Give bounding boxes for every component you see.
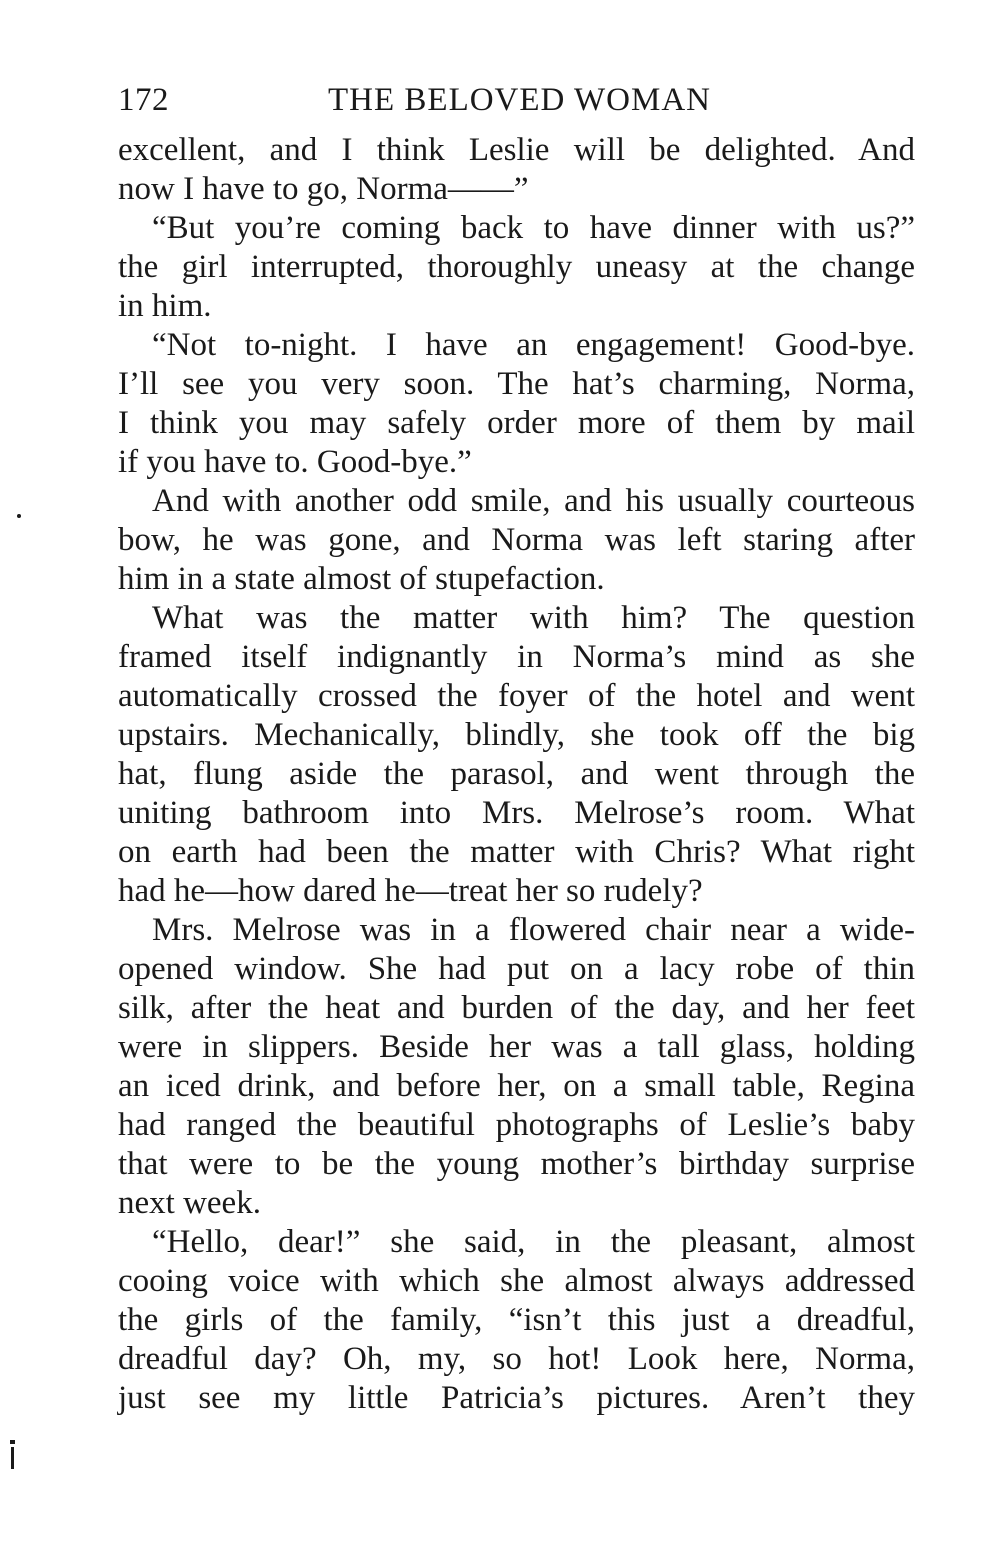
scan-mark-dot (10, 1440, 15, 1444)
text-line: if you have to. Good-bye.” (118, 444, 472, 480)
text-line: were in slippers. Beside her was a tall glass, holding (118, 1029, 915, 1065)
text-line: I’ll see you very soon. The hat’s charming, Norma, (118, 366, 915, 402)
scan-speck (17, 514, 21, 518)
text-line: automatically crossed the foyer of the hotel and went (118, 678, 915, 714)
text-line: opened window. She had put on a lacy robe of thin (118, 951, 915, 987)
text-line: silk, after the heat and burden of the day, and her feet (118, 990, 915, 1026)
text-line: on earth had been the matter with Chris? What right (118, 834, 915, 870)
paragraph (118, 209, 915, 326)
text-line: bow, he was gone, and Norma was left staring after (118, 522, 915, 558)
text-line: that were to be the young mother’s birthday surprise (118, 1146, 915, 1182)
text-line: the girls of the family, “isn’t this just a dreadful, (118, 1302, 915, 1338)
text-line: “Not to-night. I have an engagement! Good-bye. (152, 327, 915, 363)
text-line: just see my little Patricia’s pictures. Aren’t they (118, 1380, 915, 1416)
text-line: upstairs. Mechanically, blindly, she took off the big (118, 717, 915, 753)
scan-mark (11, 1447, 14, 1469)
text-line: excellent, and I think Leslie will be delighted. And (118, 132, 915, 168)
text-line: dreadful day? Oh, my, so hot! Look here, Norma, (118, 1341, 915, 1377)
text-line: “Hello, dear!” she said, in the pleasant, almost (152, 1224, 915, 1260)
text-line: Mrs. Melrose was in a flowered chair near a wide- (152, 912, 915, 948)
body-text (118, 131, 915, 1418)
text-line: framed itself indignantly in Norma’s mind as she (118, 639, 915, 675)
paragraph (118, 911, 915, 1223)
text-line: an iced drink, and before her, on a small table, Regina (118, 1068, 915, 1104)
text-line: hat, flung aside the parasol, and went through the (118, 756, 915, 792)
running-title: THE BELOVED WOMAN (328, 82, 712, 118)
text-line: him in a state almost of stupefaction. (118, 561, 605, 597)
text-line: And with another odd smile, and his usually courteous (152, 483, 915, 519)
text-line: I think you may safely order more of them by mail (118, 405, 915, 441)
paragraph (118, 326, 915, 482)
page-number: 172 (118, 82, 169, 118)
text-line: “But you’re coming back to have dinner with us?” (152, 210, 915, 246)
text-line: in him. (118, 288, 212, 324)
paragraph (118, 599, 915, 911)
text-line: the girl interrupted, thoroughly uneasy at the change (118, 249, 915, 285)
text-line: uniting bathroom into Mrs. Melrose’s room. What (118, 795, 915, 831)
text-line: cooing voice with which she almost always addressed (118, 1263, 915, 1299)
paragraph (118, 131, 915, 209)
text-line: had he—how dared he—treat her so rudely? (118, 873, 703, 909)
text-line: had ranged the beautiful photographs of Leslie’s baby (118, 1107, 915, 1143)
text-line: next week. (118, 1185, 261, 1221)
text-line: What was the matter with him? The question (152, 600, 915, 636)
paragraph (118, 1223, 915, 1418)
text-line: now I have to go, Norma——” (118, 171, 529, 207)
paragraph (118, 482, 915, 599)
page-header (118, 78, 918, 122)
